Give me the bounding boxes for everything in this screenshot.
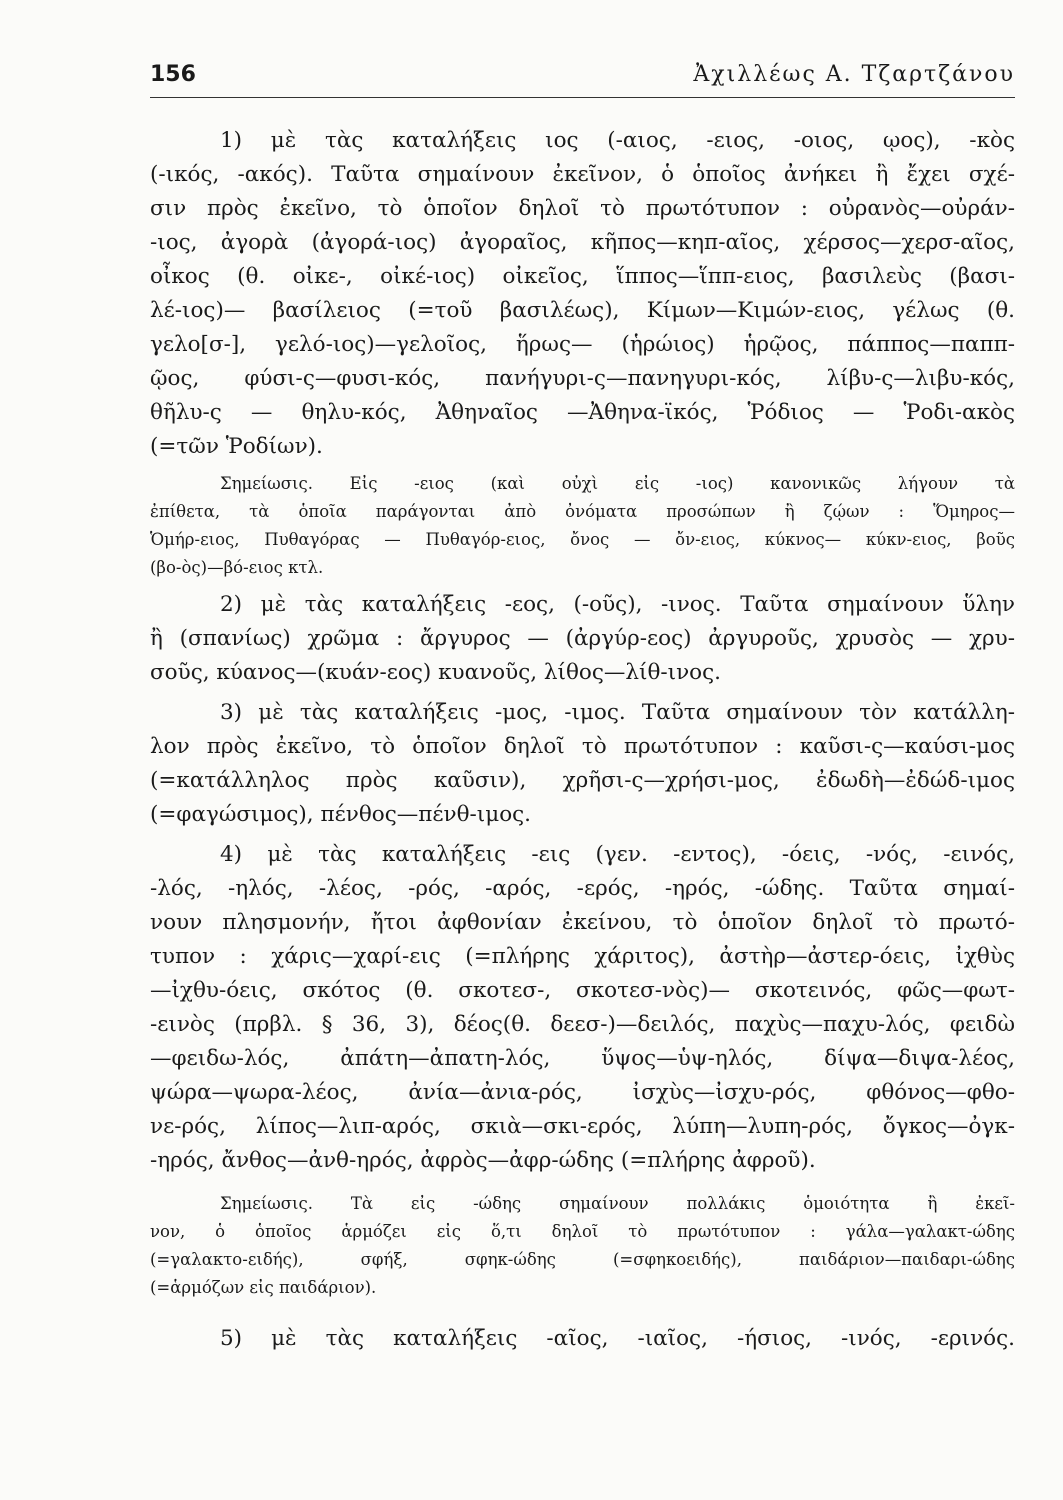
text-line: -ιος, ἀγορὰ (ἀγορά-ιος) ἀγοραῖος, κῆπος—κηπ-αῖος, χέρσος—χερσ-αῖος, bbox=[150, 230, 1015, 255]
note-line: (βο-ὸς)—βό-ειος κτλ. bbox=[150, 558, 324, 577]
text-line: λέ-ιος)— βασίλειος (=τοῦ βασιλέως), Κίμων—Κιμών-ειος, γέλως (θ. bbox=[150, 298, 1015, 323]
text-line: ἢ (σπανίως) χρῶμα : ἄργυρος — (ἀργύρ-εος) ἀργυροῦς, χρυσὸς — χρυ- bbox=[150, 626, 1015, 651]
note-line: Σημείωσις. Εἰς -ειος (καὶ οὐχὶ εἰς -ιος) κανονικῶς λήγουν τὰ bbox=[220, 474, 1015, 493]
header-rule bbox=[150, 97, 1015, 98]
text-line: —φειδω-λός, ἀπάτη—ἀπατη-λός, ὕψος—ὑψ-ηλός, δίψα—διψα-λέος, bbox=[150, 1046, 1015, 1071]
text-line: 3) μὲ τὰς καταλήξεις -μος, -ιμος. Ταῦτα σημαίνουν τὸν κατάλλη- bbox=[220, 700, 1015, 725]
note-line: νον, ὁ ὁποῖος ἁρμόζει εἰς ὅ,τι δηλοῖ τὸ πρωτότυπον : γάλα—γαλακτ-ώδης bbox=[150, 1222, 1015, 1241]
text-line: (=φαγώσιμος), πένθος—πένθ-ιμος. bbox=[150, 802, 532, 827]
text-line: νε-ρός, λίπος—λιπ-αρός, σκιὰ—σκι-ερός, λύπη—λυπη-ρός, ὄγκος—ὀγκ- bbox=[150, 1114, 1015, 1139]
text-line: -εινὸς (πρβλ. § 36, 3), δέος(θ. δεεσ-)—δειλός, παχὺς—παχυ-λός, φειδὼ bbox=[150, 1012, 1015, 1037]
note-line: ἐπίθετα, τὰ ὁποῖα παράγονται ἀπὸ ὀνόματα προσώπων ἢ ζῴων : Ὅμηρος— bbox=[150, 502, 1015, 521]
running-head: Ἀχιλλέως Α. Τζαρτζάνου bbox=[693, 62, 1015, 87]
text-line: -λός, -ηλός, -λέος, -ρός, -αρός, -ερός, -ηρός, -ώδης. Ταῦτα σημαί- bbox=[150, 876, 1015, 901]
text-line: λον πρὸς ἐκεῖνο, τὸ ὁποῖον δηλοῖ τὸ πρωτότυπον : καῦσι-ς—καύσι-μος bbox=[150, 734, 1015, 759]
note-line: Σημείωσις. Τὰ εἰς -ώδης σημαίνουν πολλάκις ὁμοιότητα ἢ ἐκεῖ- bbox=[220, 1194, 1015, 1213]
page-number: 156 bbox=[150, 62, 196, 87]
text-line: (=κατάλληλος πρὸς καῦσιν), χρῆσι-ς—χρήσι-μος, ἐδωδὴ—ἐδώδ-ιμος bbox=[150, 768, 1015, 793]
text-line: θῆλυ-ς — θηλυ-κός, Ἀθηναῖος —Ἀθηνα-ϊκός, Ῥόδιος — Ῥοδι-ακὸς bbox=[150, 400, 1015, 425]
text-line: 1) μὲ τὰς καταλήξεις ιος (-αιος, -ειος, -οιος, ῳος), -κὸς bbox=[220, 128, 1015, 153]
page-body bbox=[150, 124, 1015, 1356]
text-line: σιν πρὸς ἐκεῖνο, τὸ ὁποῖον δηλοῖ τὸ πρωτότυπον : οὐρανὸς—οὐράν- bbox=[150, 196, 1015, 221]
page-header bbox=[150, 62, 1015, 94]
text-line: 4) μὲ τὰς καταλήξεις -εις (γεν. -εντος), -όεις, -νός, -εινός, bbox=[220, 842, 1015, 867]
text-line: (=τῶν Ῥοδίων). bbox=[150, 434, 323, 459]
text-line: (-ικός, -ακός). Ταῦτα σημαίνουν ἐκεῖνον, ὁ ὁποῖος ἀνήκει ἢ ἔχει σχέ- bbox=[150, 162, 1015, 187]
note-line: Ὁμήρ-ειος, Πυθαγόρας — Πυθαγόρ-ειος, ὄνος — ὄν-ειος, κύκνος— κύκν-ειος, βοῦς bbox=[150, 530, 1015, 549]
text-line: οἶκος (θ. οἰκε-, οἰκέ-ιος) οἰκεῖος, ἵππος—ἵππ-ειος, βασιλεὺς (βασι- bbox=[150, 264, 1015, 289]
text-line: ῷος, φύσι-ς—φυσι-κός, πανήγυρι-ς—πανηγυρι-κός, λίβυ-ς—λιβυ-κός, bbox=[150, 366, 1015, 391]
note-line: (=ἁρμόζων εἰς παιδάριον). bbox=[150, 1278, 377, 1297]
text-line: ψώρα—ψωρα-λέος, ἀνία—ἀνια-ρός, ἰσχὺς—ἰσχυ-ρός, φθόνος—φθο- bbox=[150, 1080, 1015, 1105]
text-line: τυπον : χάρις—χαρί-εις (=πλήρης χάριτος), ἀστὴρ—ἀστερ-όεις, ἰχθὺς bbox=[150, 944, 1015, 969]
text-line: σοῦς, κύανος—(κυάν-εος) κυανοῦς, λίθος—λίθ-ινος. bbox=[150, 660, 721, 685]
note-line: (=γαλακτο-ειδής), σφήξ, σφηκ-ώδης (=σφηκοειδής), παιδάριον—παιδαρι-ώδης bbox=[150, 1250, 1015, 1269]
text-line: γελο[σ-], γελό-ιος)—γελοῖος, ἥρως— (ἡρώιος) ἡρῷος, πάππος—παππ- bbox=[150, 332, 1015, 357]
text-line: 5) μὲ τὰς καταλήξεις -αῖος, -ιαῖος, -ήσιος, -ινός, -ερινός. bbox=[220, 1326, 1015, 1351]
text-line: —ἰχθυ-όεις, σκότος (θ. σκοτεσ-, σκοτεσ-νὸς)— σκοτεινός, φῶς—φωτ- bbox=[150, 978, 1015, 1003]
text-line: 2) μὲ τὰς καταλήξεις -εος, (-οῦς), -ινος. Ταῦτα σημαίνουν ὕλην bbox=[220, 592, 1015, 617]
text-line: νουν πλησμονήν, ἤτοι ἀφθονίαν ἐκείνου, τὸ ὁποῖον δηλοῖ τὸ πρωτό- bbox=[150, 910, 1015, 935]
text-line: -ηρός, ἄνθος—ἀνθ-ηρός, ἀφρὸς—ἀφρ-ώδης (=πλήρης ἀφροῦ). bbox=[150, 1148, 816, 1173]
